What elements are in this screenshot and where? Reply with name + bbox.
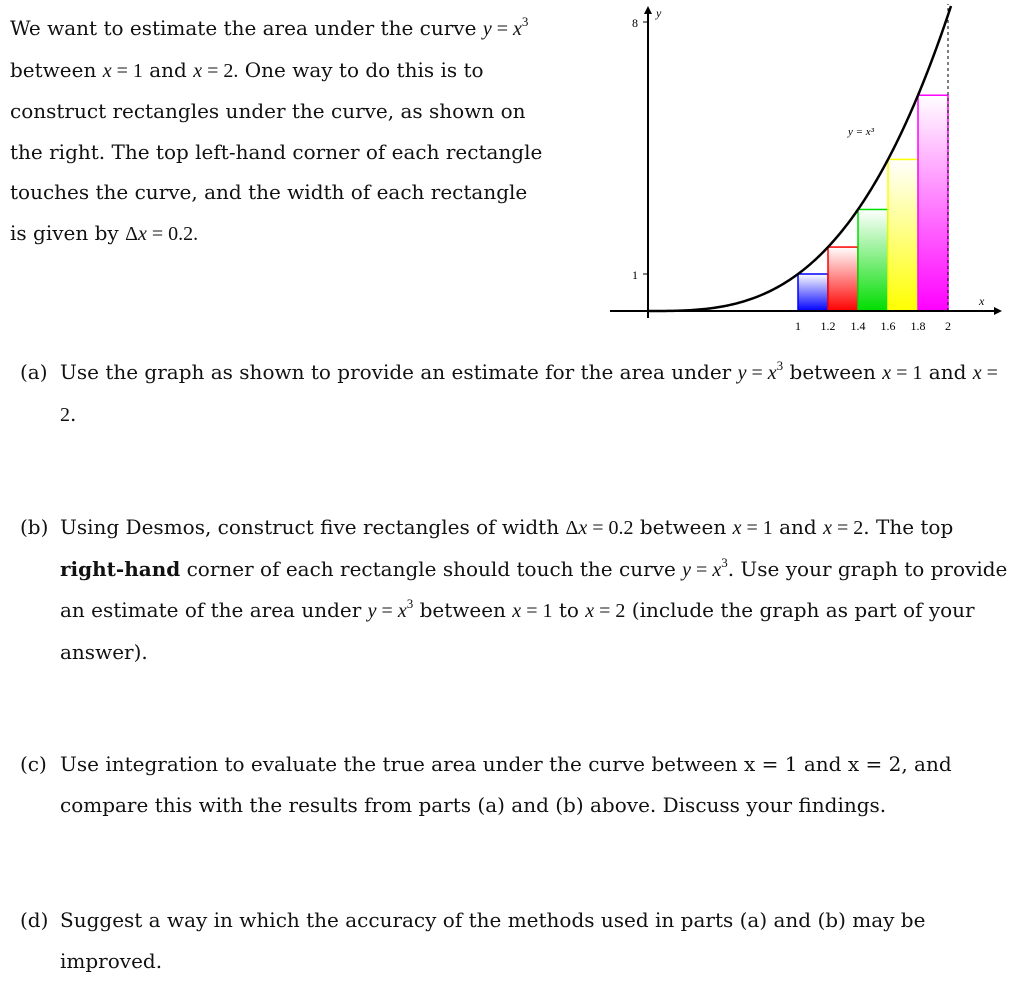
part-d-label: (d) xyxy=(20,908,49,932)
math-equals: = xyxy=(376,600,398,622)
math-value: = 1 xyxy=(891,362,923,384)
part-d-text: Suggest a way in which the accuracy of the methods used in parts (a) and (b) may be improved. xyxy=(60,908,926,973)
x-tick-label-1: 1 xyxy=(795,319,801,333)
math-value: = 2 xyxy=(60,362,998,426)
math-x-lower: x xyxy=(102,59,112,82)
x-tick-label-6: 2 xyxy=(945,319,951,333)
math-x: x xyxy=(585,600,595,622)
rectangle-bar-5 xyxy=(918,95,948,311)
math-value: = 2 xyxy=(594,600,626,622)
math-x: x xyxy=(712,558,722,581)
math-x: x xyxy=(512,18,522,40)
rectangle-bar-3 xyxy=(858,209,888,311)
math-x: x xyxy=(732,517,742,539)
part-c-label: (c) xyxy=(20,752,47,776)
math-equals: = xyxy=(691,558,713,581)
intro-sentence-1: We want to estimate the area under the curve xyxy=(10,16,477,40)
math-y: y xyxy=(737,362,747,384)
intro-sentence-2: One way to do this is to construct rectangles under the curve, as shown on the right. The top left-hand corner of each rectangle touches the curve, and the width of each rectangle is given by xyxy=(10,57,543,245)
math-value: = 1 xyxy=(521,600,553,622)
y-tick-1-label: 1 xyxy=(632,268,638,282)
part-a-label: (a) xyxy=(20,360,48,384)
part-a-text-1: Use the graph as shown to provide an estimate for the area under xyxy=(60,360,732,384)
part-b-body xyxy=(60,507,1010,672)
riemann-sum-graph xyxy=(610,0,1024,340)
part-b-text-5: corner of each rectangle should touch the curve xyxy=(186,556,676,581)
math-x-upper: x xyxy=(193,59,203,82)
part-b-text-6: . Use your graph to provide an estimate of the area under xyxy=(60,556,1008,622)
part-b-text-9: (include the graph as part of your answer). xyxy=(60,598,975,664)
math-y: y xyxy=(682,558,692,581)
rectangle-bar-1 xyxy=(798,274,828,311)
rectangle-bar-2 xyxy=(828,247,858,311)
math-x: x xyxy=(823,517,832,539)
math-value: = 2 xyxy=(831,517,864,539)
math-x: x xyxy=(512,600,522,622)
math-x: x xyxy=(767,362,777,384)
curve-label: y = x³ xyxy=(848,126,874,138)
math-exponent: 3 xyxy=(521,14,529,30)
question-part-c xyxy=(20,744,1010,825)
math-exponent: 3 xyxy=(721,554,728,570)
question-part-a xyxy=(20,352,1010,435)
math-y: y xyxy=(482,18,492,40)
part-b-text-3: and xyxy=(779,515,817,539)
y-axis-label: y xyxy=(656,6,662,20)
x-tick-label-5: 1.8 xyxy=(910,319,926,333)
part-a-text-2: between xyxy=(789,360,876,384)
math-delta: Δ xyxy=(565,517,579,539)
part-b-text-1: Using Desmos, construct five rectangles of width xyxy=(60,515,560,539)
x-tick-labels xyxy=(795,319,951,333)
math-x: x xyxy=(578,517,588,539)
part-b-text-8: to xyxy=(558,598,579,622)
part-c-text: Use integration to evaluate the true area under the curve between x = 1 and x = 2, and compare this with the results from parts (a) and (b) above. Discuss your findings. xyxy=(60,752,952,817)
intro-paragraph xyxy=(10,8,550,254)
rectangle-bar-4 xyxy=(888,159,918,311)
part-b-label: (b) xyxy=(20,515,49,539)
x-tick-label-2: 1.2 xyxy=(820,319,836,333)
math-x: x xyxy=(397,600,407,622)
part-a-text-4: . xyxy=(70,401,77,426)
math-delta: Δ xyxy=(125,222,138,245)
math-equals: = xyxy=(491,18,513,40)
question-part-b xyxy=(20,507,1010,672)
math-upper-bound: = 2. xyxy=(202,59,239,82)
x-tick-label-3: 1.4 xyxy=(850,319,866,333)
y-axis-arrow-icon xyxy=(644,6,652,14)
part-b-bold-text: right-hand xyxy=(60,556,181,581)
math-exponent: 3 xyxy=(406,596,414,612)
part-a-text-3: and xyxy=(928,360,967,384)
intro-between: between xyxy=(10,57,97,82)
math-equals: = xyxy=(746,362,768,384)
x-tick-label-4: 1.6 xyxy=(880,319,896,333)
math-value: = 1 xyxy=(741,517,773,539)
math-x: x xyxy=(882,362,892,384)
math-lower-bound: = 1 xyxy=(111,59,143,82)
math-value: = 0.2 xyxy=(587,517,634,539)
x-axis-label: x xyxy=(979,294,985,308)
part-a-body xyxy=(60,352,1010,435)
intro-and: and xyxy=(149,57,187,82)
part-b-text-4: . The top xyxy=(863,515,954,539)
math-exponent: 3 xyxy=(776,358,784,374)
part-b-text-2: between xyxy=(639,515,727,539)
math-dx-var: x xyxy=(137,222,147,245)
part-b-text-7: between xyxy=(419,598,506,622)
x-axis-arrow-icon xyxy=(994,307,1002,315)
math-dx-value: = 0.2. xyxy=(146,222,199,245)
y-tick-8-label: 8 xyxy=(632,16,638,30)
math-y: y xyxy=(367,600,377,622)
math-x: x xyxy=(972,362,982,384)
